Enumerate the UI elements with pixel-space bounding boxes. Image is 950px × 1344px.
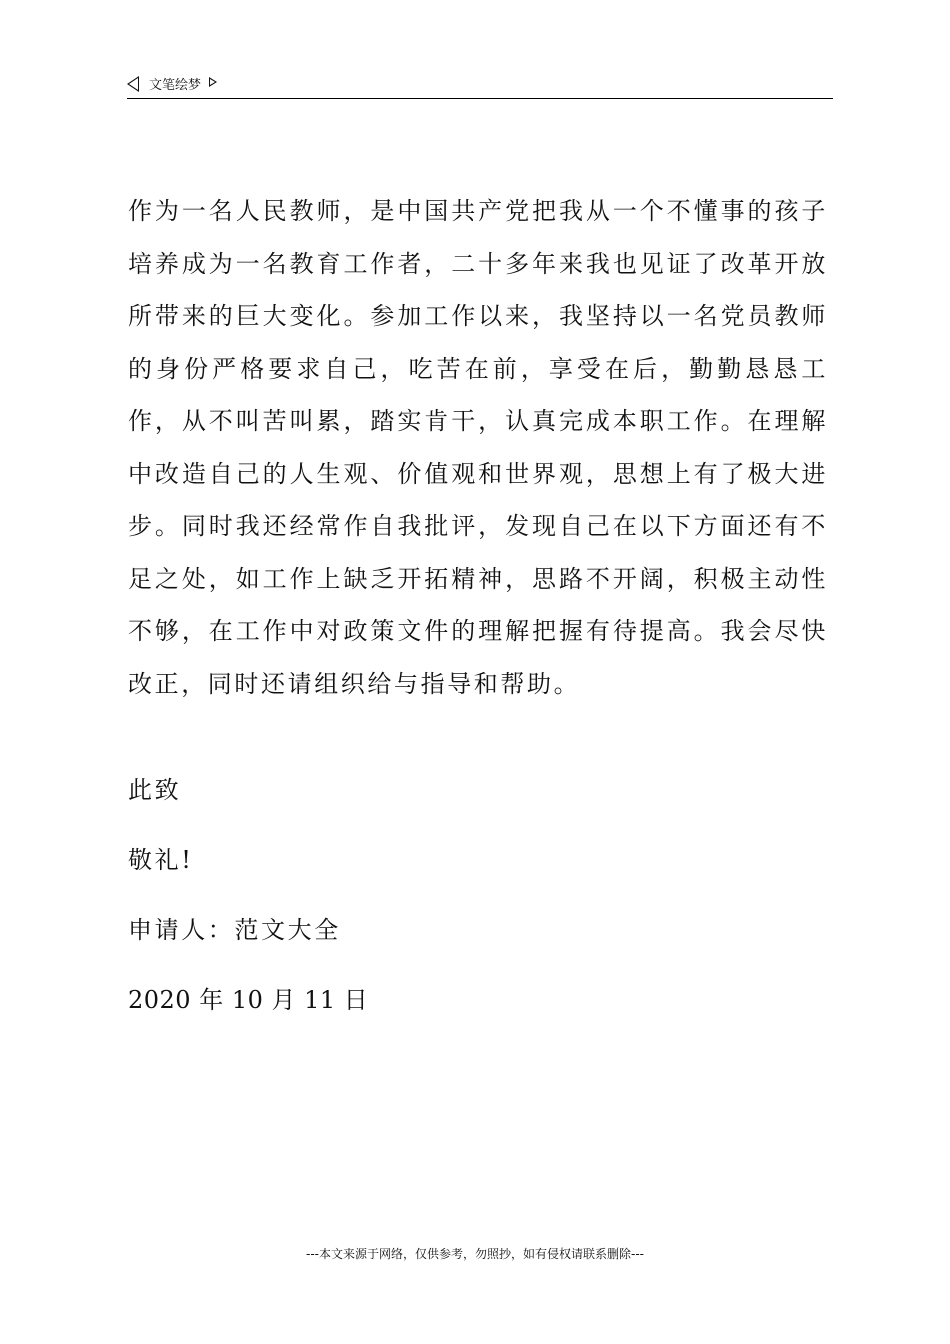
footer-disclaimer: ---本文来源于网络，仅供参考，勿照抄，如有侵权请联系删除--- [306, 1247, 644, 1261]
closing-salutation: 此致 [128, 776, 182, 804]
signature: 申请人：范文大全 [128, 916, 341, 944]
triangle-right-icon [209, 77, 217, 87]
triangle-left-icon [127, 76, 139, 92]
page-header [127, 72, 833, 99]
header-brand [127, 74, 217, 93]
date: 2020 年 10 月 11 日 [128, 986, 369, 1014]
closing-regards: 敬礼! [128, 846, 194, 874]
letter-body: 作为一名人民教师，是中国共产党把我从一个不懂事的孩子培养成为一名教育工作者，二十多年来我也见证了改革开放所带来的巨大变化。参加工作以来，我坚持以一名党员教师的身份严格要求自己，吃苦在前，享受在后，勤勤恳恳工作，从不叫苦叫累，踏实肯干，认真完成本职工作。在理解中改造自己的人生观、价值观和世界观，思想上有了极大进步。同时我还经常作自我批评，发现自己在以下方面还有不足之处，如工作上缺乏开拓精神，思路不开阔，积极主动性不够，在工作中对政策文件的理解把握有待提高。我会尽快改正，同时还请组织给与指导和帮助。 [128, 197, 828, 698]
header-title: 文笔绘梦 [149, 78, 202, 93]
